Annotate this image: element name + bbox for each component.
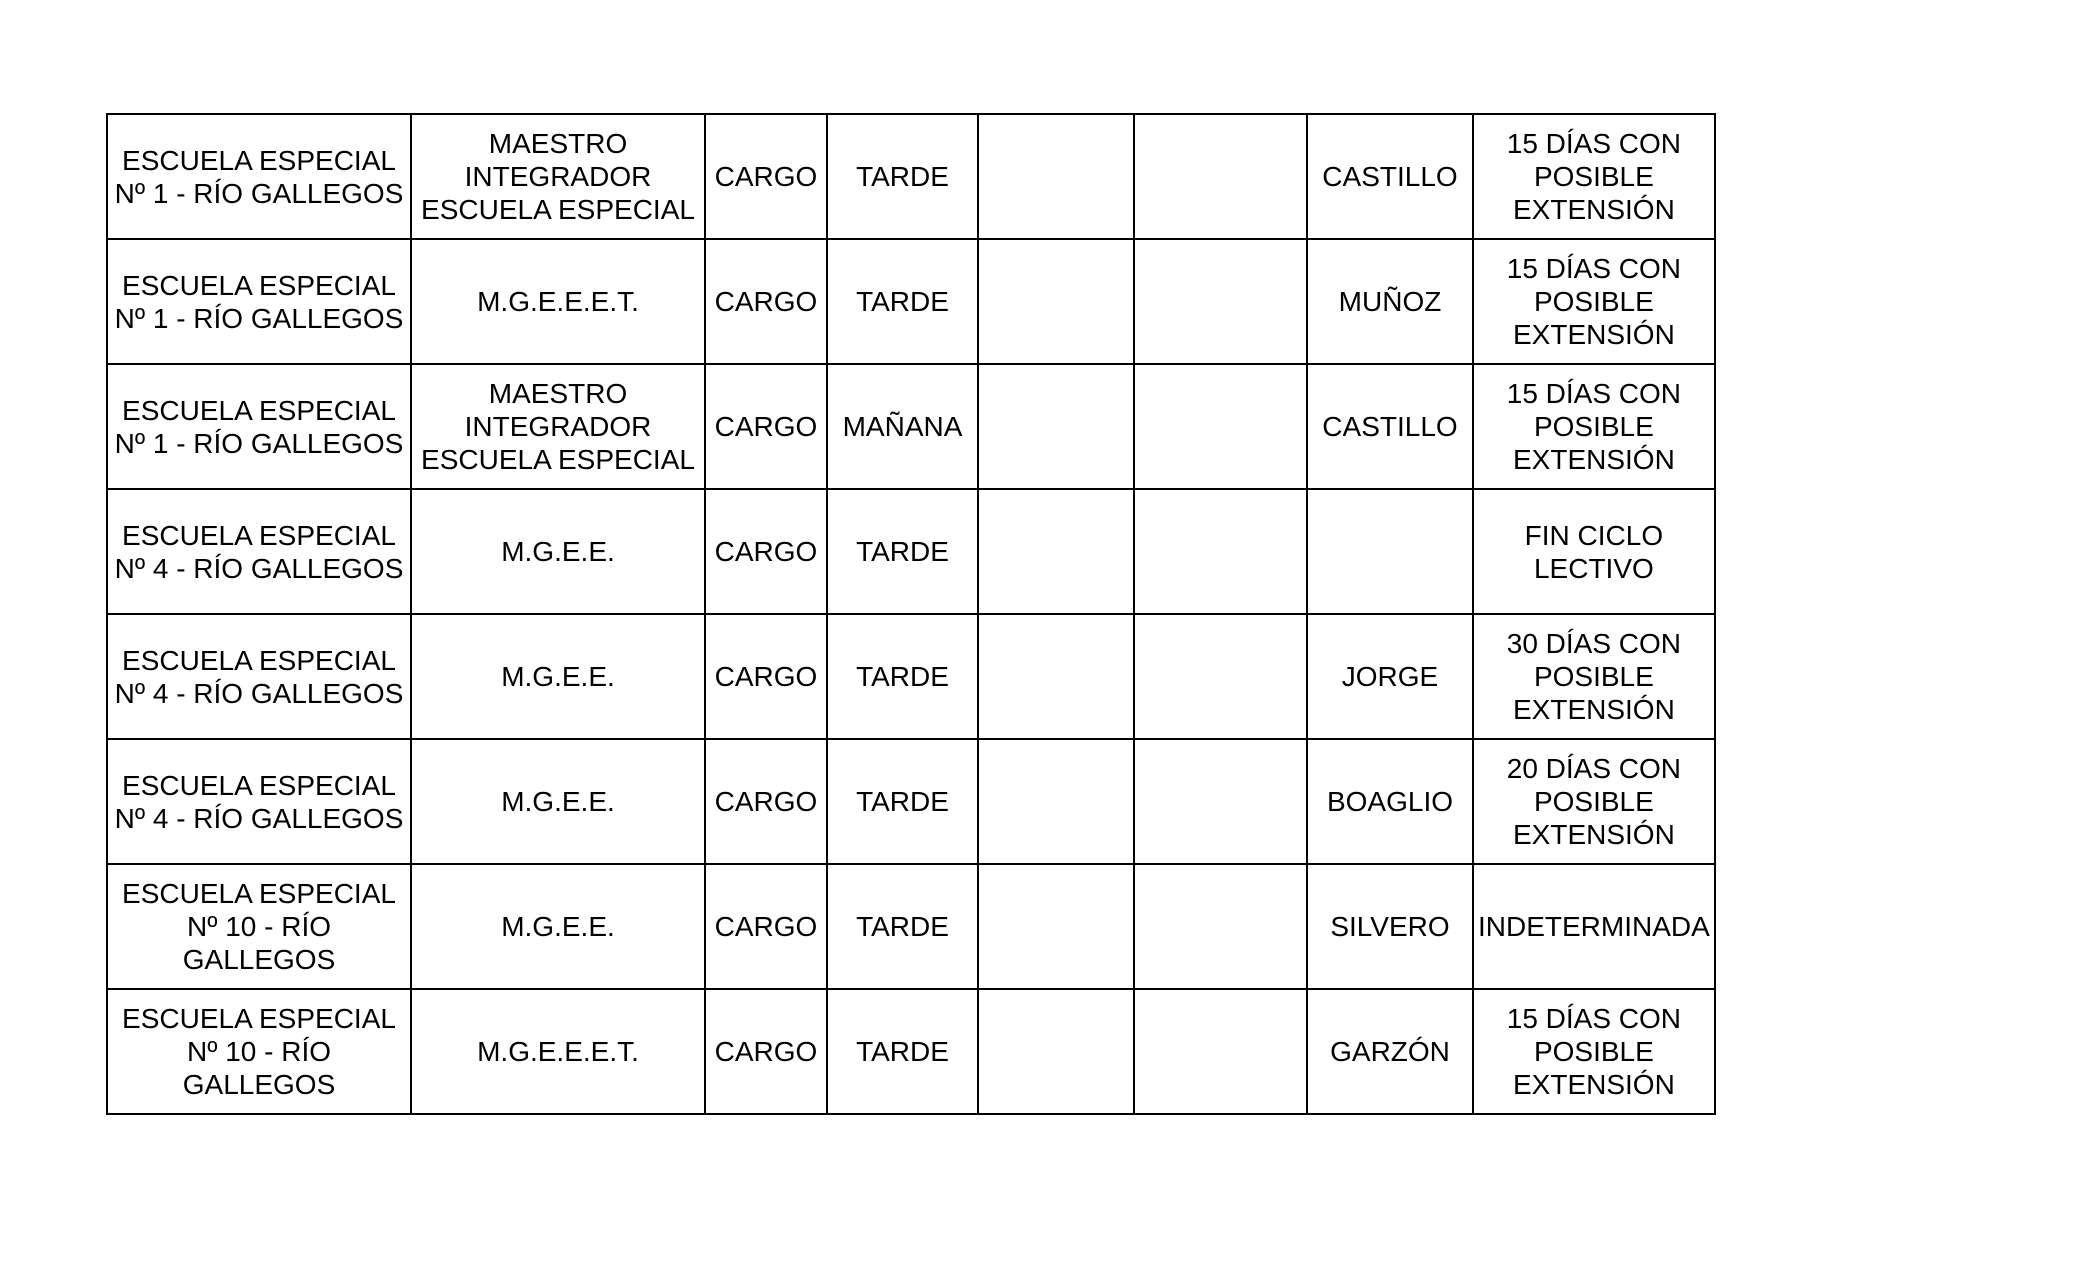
empty-cell: [978, 114, 1134, 239]
table-row: [107, 864, 1715, 989]
replacing-cell: MUÑOZ: [1307, 239, 1473, 364]
empty-cell: [978, 739, 1134, 864]
duration-cell: 30 DÍAS CON POSIBLE EXTENSIÓN: [1473, 614, 1715, 739]
school-cell: ESCUELA ESPECIAL Nº 1 - RÍO GALLEGOS: [107, 239, 411, 364]
school-cell: ESCUELA ESPECIAL Nº 10 - RÍO GALLEGOS: [107, 864, 411, 989]
school-cell: ESCUELA ESPECIAL Nº 4 - RÍO GALLEGOS: [107, 739, 411, 864]
replacing-cell: [1307, 489, 1473, 614]
school-cell: ESCUELA ESPECIAL Nº 4 - RÍO GALLEGOS: [107, 614, 411, 739]
empty-cell: [978, 614, 1134, 739]
duration-cell: FIN CICLO LECTIVO: [1473, 489, 1715, 614]
vacancy-sheet: [106, 113, 1716, 1115]
position-cell: M.G.E.E.: [411, 739, 705, 864]
empty-cell: [1134, 989, 1307, 1114]
type-cell: CARGO: [705, 739, 827, 864]
table-row: [107, 739, 1715, 864]
shift-cell: TARDE: [827, 739, 978, 864]
empty-cell: [978, 989, 1134, 1114]
replacing-cell: CASTILLO: [1307, 364, 1473, 489]
replacing-cell: GARZÓN: [1307, 989, 1473, 1114]
duration-cell: 15 DÍAS CON POSIBLE EXTENSIÓN: [1473, 364, 1715, 489]
empty-cell: [1134, 614, 1307, 739]
empty-cell: [1134, 739, 1307, 864]
type-cell: CARGO: [705, 114, 827, 239]
empty-cell: [978, 364, 1134, 489]
empty-cell: [1134, 239, 1307, 364]
duration-cell: 15 DÍAS CON POSIBLE EXTENSIÓN: [1473, 239, 1715, 364]
position-cell: M.G.E.E.E.T.: [411, 239, 705, 364]
empty-cell: [1134, 864, 1307, 989]
replacing-cell: BOAGLIO: [1307, 739, 1473, 864]
type-cell: CARGO: [705, 614, 827, 739]
duration-cell: 15 DÍAS CON POSIBLE EXTENSIÓN: [1473, 989, 1715, 1114]
shift-cell: MAÑANA: [827, 364, 978, 489]
table-row: [107, 614, 1715, 739]
vacancy-table: [106, 113, 1716, 1115]
type-cell: CARGO: [705, 364, 827, 489]
empty-cell: [1134, 364, 1307, 489]
shift-cell: TARDE: [827, 614, 978, 739]
position-cell: MAESTRO INTEGRADOR ESCUELA ESPECIAL: [411, 364, 705, 489]
school-cell: ESCUELA ESPECIAL Nº 4 - RÍO GALLEGOS: [107, 489, 411, 614]
type-cell: CARGO: [705, 989, 827, 1114]
replacing-cell: SILVERO: [1307, 864, 1473, 989]
replacing-cell: CASTILLO: [1307, 114, 1473, 239]
shift-cell: TARDE: [827, 239, 978, 364]
empty-cell: [978, 864, 1134, 989]
duration-cell: 20 DÍAS CON POSIBLE EXTENSIÓN: [1473, 739, 1715, 864]
position-cell: M.G.E.E.: [411, 864, 705, 989]
shift-cell: TARDE: [827, 114, 978, 239]
duration-cell: INDETERMINADA: [1473, 864, 1715, 989]
replacing-cell: JORGE: [1307, 614, 1473, 739]
position-cell: M.G.E.E.E.T.: [411, 989, 705, 1114]
type-cell: CARGO: [705, 489, 827, 614]
type-cell: CARGO: [705, 864, 827, 989]
empty-cell: [978, 489, 1134, 614]
shift-cell: TARDE: [827, 489, 978, 614]
type-cell: CARGO: [705, 239, 827, 364]
table-row: [107, 239, 1715, 364]
position-cell: MAESTRO INTEGRADOR ESCUELA ESPECIAL: [411, 114, 705, 239]
school-cell: ESCUELA ESPECIAL Nº 1 - RÍO GALLEGOS: [107, 114, 411, 239]
school-cell: ESCUELA ESPECIAL Nº 1 - RÍO GALLEGOS: [107, 364, 411, 489]
position-cell: M.G.E.E.: [411, 489, 705, 614]
empty-cell: [1134, 114, 1307, 239]
shift-cell: TARDE: [827, 989, 978, 1114]
table-row: [107, 989, 1715, 1114]
table-row: [107, 364, 1715, 489]
table-row: [107, 114, 1715, 239]
empty-cell: [1134, 489, 1307, 614]
duration-cell: 15 DÍAS CON POSIBLE EXTENSIÓN: [1473, 114, 1715, 239]
table-row: [107, 489, 1715, 614]
school-cell: ESCUELA ESPECIAL Nº 10 - RÍO GALLEGOS: [107, 989, 411, 1114]
shift-cell: TARDE: [827, 864, 978, 989]
position-cell: M.G.E.E.: [411, 614, 705, 739]
empty-cell: [978, 239, 1134, 364]
